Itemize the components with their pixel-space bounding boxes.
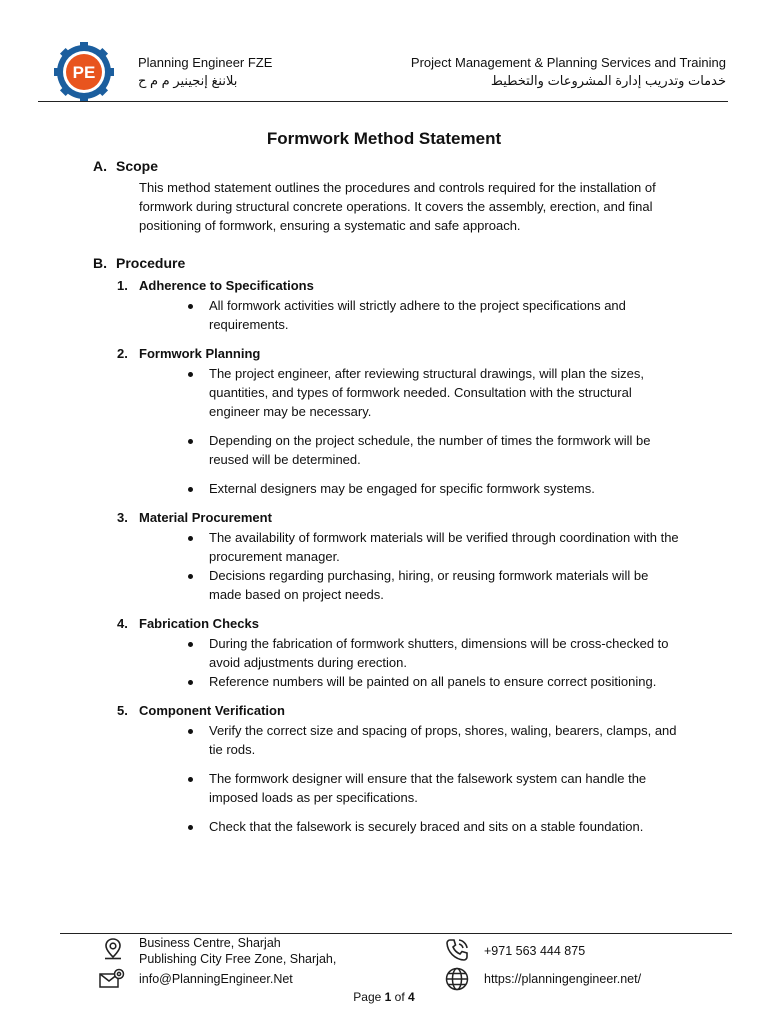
section-procedure-heading: B. Procedure	[93, 255, 186, 271]
website-link[interactable]: https://planningengineer.net/	[484, 972, 642, 986]
bullet-item: External designers may be engaged for specific formwork systems.	[209, 479, 681, 498]
procedure-item	[117, 614, 693, 691]
bullet-item: The availability of formwork materials will be verified through coordination with the procurement manager.	[209, 528, 681, 566]
email-link[interactable]: info@PlanningEngineer.Net	[139, 972, 293, 986]
bullet-item: Verify the correct size and spacing of props, shores, waling, bearers, clamps, and tie rods.	[209, 721, 681, 759]
bullet-item: Reference numbers will be painted on all panels to ensure correct positioning.	[209, 672, 681, 691]
procedure-item	[117, 276, 693, 334]
phone-number[interactable]: +971 563 444 875	[484, 944, 586, 958]
globe-icon	[444, 966, 470, 992]
company-tagline-arabic: خدمات وتدريب إدارة المشروعات والتخطيط	[490, 73, 726, 88]
company-name-arabic: بلاننغ إنجينير م م ح	[138, 73, 238, 88]
bullet-item: Check that the falsework is securely braced and sits on a stable foundation.	[209, 817, 681, 836]
scope-paragraph: This method statement outlines the procedures and controls required for the installation of formwork during structural concrete operations. It covers the assembly, erection, and final positioning of formwork, ensuring a systematic and safe approach.	[139, 180, 656, 233]
company-tagline: Project Management & Planning Services and Training	[410, 55, 726, 70]
bullet-item: During the fabrication of formwork shutters, dimensions will be cross-checked to avoid adjustments during erection.	[209, 634, 681, 672]
page-number: Page 1 of 4	[353, 990, 415, 1004]
section-scope-heading: A. Scope	[93, 158, 159, 174]
procedure-list	[93, 276, 693, 836]
bullet-item: All formwork activities will strictly adhere to the project specifications and requirements.	[209, 296, 681, 334]
email-icon	[98, 966, 124, 992]
procedure-item-title: 2. Formwork Planning	[117, 346, 261, 361]
bullet-item: The project engineer, after reviewing structural drawings, will plan the sizes, quantities, and types of formwork needed. Consultation with the structural engineer may be necessary.	[209, 364, 681, 421]
document-title: Formwork Method Statement	[266, 129, 502, 148]
procedure-item-title: 1. Adherence to Specifications	[117, 278, 314, 293]
bullet-item: The formwork designer will ensure that the falsework system can handle the imposed loads as per specifications.	[209, 769, 681, 807]
header-divider	[38, 101, 728, 102]
bullet-item: Decisions regarding purchasing, hiring, or reusing formwork materials will be made based on project needs.	[209, 566, 681, 604]
procedure-item	[117, 701, 693, 836]
svg-text:PE: PE	[72, 63, 96, 82]
bullet-item: Depending on the project schedule, the number of times the formwork will be reused will be determined.	[209, 431, 681, 469]
document-body	[93, 156, 693, 836]
address-line-2: Publishing City Free Zone, Sharjah,	[139, 952, 337, 966]
procedure-item-title: 4. Fabrication Checks	[117, 616, 259, 631]
location-pin-icon	[100, 936, 126, 962]
company-logo	[53, 41, 115, 103]
procedure-item	[117, 508, 693, 604]
address-line-1: Business Centre, Sharjah	[139, 936, 281, 950]
phone-icon	[444, 937, 470, 963]
procedure-item-title: 5. Component Verification	[117, 703, 285, 718]
procedure-item	[117, 344, 693, 498]
procedure-item-title: 3. Material Procurement	[117, 510, 272, 525]
company-name: Planning Engineer FZE	[138, 55, 273, 70]
